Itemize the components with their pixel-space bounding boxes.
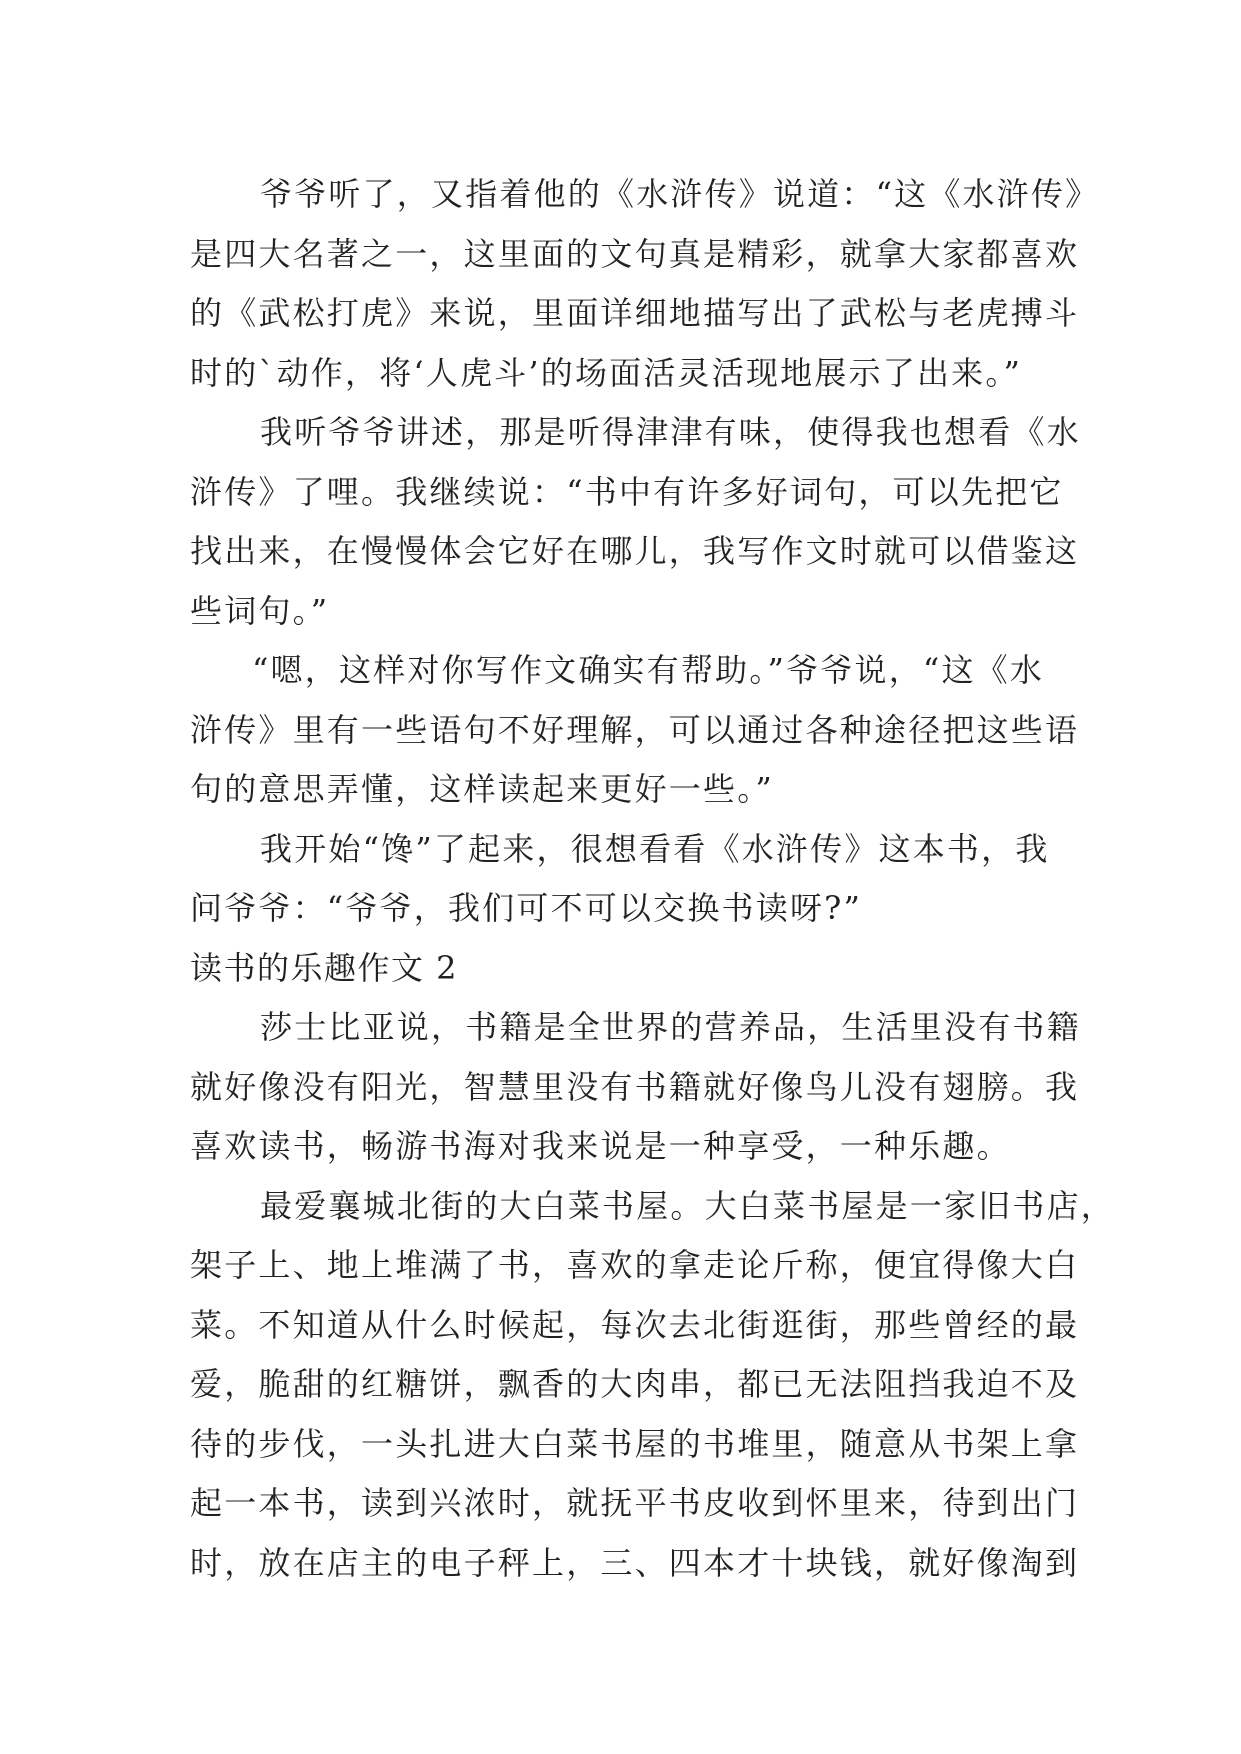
text-line: 浒传》里有一些语句不好理解，可以通过各种途径把这些语	[190, 710, 1080, 749]
text-line: 些词句。”	[190, 591, 330, 630]
text-line: 的《武松打虎》来说，里面详细地描写出了武松与老虎搏斗	[190, 294, 1080, 332]
text-line: 待的步伐，一头扎进大白菜书屋的书堆里，随意从书架上拿	[190, 1424, 1080, 1463]
text-line: 问爷爷：“爷爷，我们可不可以交换书读呀?”	[190, 889, 863, 927]
text-line: 就好像没有阳光，智慧里没有书籍就好像鸟儿没有翅膀。我	[190, 1067, 1080, 1106]
text-line: 喜欢读书，畅游书海对我来说是一种享受，一种乐趣。	[190, 1127, 1011, 1165]
text-line: 我开始“馋”了起来，很想看看《水浒传》这本书，我	[260, 829, 1050, 868]
text-line: 最爱襄城北街的大白菜书屋。大白菜书屋是一家旧书店，	[260, 1186, 1116, 1225]
text-line: 我听爷爷讲述，那是听得津津有味，使得我也想看《水	[260, 413, 1081, 451]
text-line: 架子上、地上堆满了书，喜欢的拿走论斤称，便宜得像大白	[190, 1246, 1080, 1284]
text-line: 时，放在店主的电子秤上，三、四本才十块钱，就好像淘到	[190, 1543, 1080, 1582]
text-line: “嗯，这样对你写作文确实有帮助。”爷爷说，“这《水	[252, 651, 1045, 689]
text-line: 找出来，在慢慢体会它好在哪儿，我写作文时就可以借鉴这	[190, 532, 1080, 570]
text-line: 起一本书，读到兴浓时，就抚平书皮收到怀里来，待到出门	[190, 1484, 1080, 1522]
section-heading: 读书的乐趣作文 2	[190, 948, 459, 987]
text-line: 浒传》了哩。我继续说：“书中有许多好词句，可以先把它	[190, 472, 1064, 511]
text-line: 爱，脆甜的红糖饼，飘香的大肉串，都已无法阻挡我迫不及	[190, 1365, 1080, 1403]
text-line: 句的意思弄懂，这样读起来更好一些。”	[190, 770, 774, 808]
text-line: 菜。不知道从什么时候起，每次去北街逛街，那些曾经的最	[190, 1305, 1080, 1344]
text-line: 时的`动作，将‘人虎斗’的场面活灵活现地展示了出来。”	[190, 353, 1023, 392]
document-body	[190, 165, 1116, 1593]
text-line: 是四大名著之一，这里面的文句真是精彩，就拿大家都喜欢	[190, 234, 1080, 273]
text-line: 莎士比亚说，书籍是全世界的营养品，生活里没有书籍	[260, 1008, 1081, 1046]
text-line: 爷爷听了，又指着他的《水浒传》说道：“这《水浒传》	[260, 175, 1100, 213]
